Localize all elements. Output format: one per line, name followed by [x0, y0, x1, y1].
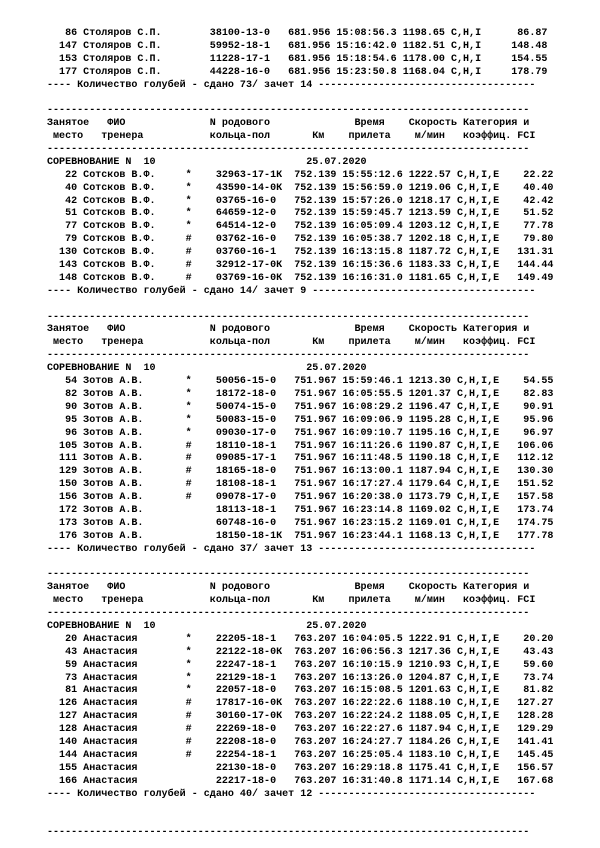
blank-line — [47, 801, 553, 814]
result-row: 126 Анастасия # 17817-16-0К 763.207 16:22:22.6 1188.10 C,H,I,E 127.27 — [47, 698, 554, 710]
column-header-line: место тренера кольца-пол Км прилета м/мин коэффиц. FCI — [47, 595, 536, 607]
result-row: 54 Зотов А.В. * 50056-15-0 751.967 15:59:46.1 1213.30 C,H,I,E 54.55 — [47, 376, 554, 388]
result-row: 90 Зотов А.В. * 50074-15-0 751.967 16:08:29.2 1196.47 C,H,I,E 90.91 — [47, 401, 554, 413]
separator-line: -------------------------------------------------------------------------------- — [47, 311, 530, 323]
result-row: 150 Зотов А.В. # 18108-18-1 751.967 16:17:27.4 1179.64 C,H,I,E 151.52 — [47, 479, 554, 491]
result-row: 153 Столяров С.П. 11228-17-1 681.956 15:18:54.6 1178.00 C,H,I 154.55 — [47, 53, 548, 65]
separator-line: -------------------------------------------------------------------------------- — [47, 105, 530, 117]
blank-line — [47, 92, 553, 105]
result-row: 144 Анастасия # 22254-18-1 763.207 16:25:05.4 1183.10 C,H,I,E 145.45 — [47, 749, 554, 761]
result-row: 156 Зотов А.В. # 09078-17-0 751.967 16:20:38.0 1173.79 C,H,I,E 157.58 — [47, 492, 554, 504]
summary-line: ---- Количество голубей - сдано 40/ зачет 12 ------------------------------------ — [47, 788, 536, 800]
blank-line — [47, 814, 553, 827]
result-row: 105 Зотов А.В. # 18110-18-1 751.967 16:11:26.6 1190.87 C,H,I,E 106.06 — [47, 440, 554, 452]
blank-line — [47, 299, 553, 312]
column-header-line: Занятое ФИО N родового Время Скорость Категория и — [47, 324, 530, 336]
result-row: 172 Зотов А.В. 18113-18-1 751.967 16:23:14.8 1169.02 C,H,I,E 173.74 — [47, 504, 554, 516]
blank-line — [47, 557, 553, 570]
column-header-line: Занятое ФИО N родового Время Скорость Категория и — [47, 582, 530, 594]
result-row: 155 Анастасия 22130-18-0 763.207 16:29:18.8 1175.41 C,H,I,E 156.57 — [47, 762, 554, 774]
result-row: 130 Сотсков В.Ф. # 03760-16-1 752.139 16:13:15.8 1187.72 C,H,I,E 131.31 — [47, 247, 554, 259]
result-row: 176 Зотов А.В. 18150-18-1К 751.967 16:23:44.1 1168.13 C,H,I,E 177.78 — [47, 530, 554, 542]
result-row: 140 Анастасия # 22208-18-0 763.207 16:24:27.7 1184.26 C,H,I,E 141.41 — [47, 736, 554, 748]
result-row: 127 Анастасия # 30160-17-0К 763.207 16:22:24.2 1188.05 C,H,I,E 128.28 — [47, 711, 554, 723]
result-row: 82 Зотов А.В. * 18172-18-0 751.967 16:05:55.5 1201.37 C,H,I,E 82.83 — [47, 388, 554, 400]
competition-line: СОРЕВНОВАНИЕ N 10 25.07.2020 — [47, 620, 367, 632]
result-row: 166 Анастасия 22217-18-0 763.207 16:31:40.8 1171.14 C,H,I,E 167.68 — [47, 775, 554, 787]
competition-line: СОРЕВНОВАНИЕ N 10 25.07.2020 — [47, 363, 367, 375]
column-header-line: место тренера кольца-пол Км прилета м/мин коэффиц. FCI — [47, 337, 536, 349]
result-row: 111 Зотов А.В. # 09085-17-1 751.967 16:11:48.5 1190.18 C,H,I,E 112.12 — [47, 453, 554, 465]
result-row: 143 Сотсков В.Ф. # 32912-17-0К 752.139 16:15:36.6 1183.33 C,H,I,E 144.44 — [47, 260, 554, 272]
results-document — [47, 28, 553, 840]
result-row: 40 Сотсков В.Ф. * 43590-14-0К 752.139 15:56:59.0 1219.06 C,H,I,E 40.40 — [47, 182, 554, 194]
result-row: 79 Сотсков В.Ф. # 03762-16-0 752.139 16:05:38.7 1202.18 C,H,I,E 79.80 — [47, 234, 554, 246]
result-row: 177 Столяров С.П. 44228-16-0 681.956 15:23:50.8 1168.04 C,H,I 178.79 — [47, 66, 548, 78]
result-row: 95 Зотов А.В. * 50083-15-0 751.967 16:09:06.9 1195.28 C,H,I,E 95.96 — [47, 414, 554, 426]
summary-line: ---- Количество голубей - сдано 73/ зачет 14 ------------------------------------ — [47, 79, 536, 91]
result-row: 77 Сотсков В.Ф. * 64514-12-0 752.139 16:05:09.4 1203.12 C,H,I,E 77.78 — [47, 221, 554, 233]
separator-line: -------------------------------------------------------------------------------- — [47, 827, 530, 839]
separator-line: -------------------------------------------------------------------------------- — [47, 350, 530, 362]
result-row: 22 Сотсков В.Ф. * 32963-17-1К 752.139 15:55:12.6 1222.57 C,H,I,E 22.22 — [47, 169, 554, 181]
result-row: 86 Столяров С.П. 38100-13-0 681.956 15:08:56.3 1198.65 C,H,I 86.87 — [47, 28, 548, 39]
separator-line: -------------------------------------------------------------------------------- — [47, 608, 530, 620]
result-row: 147 Столяров С.П. 59952-18-1 681.956 15:16:42.0 1182.51 C,H,I 148.48 — [47, 40, 548, 52]
summary-line: ---- Количество голубей - сдано 14/ зачет 9 ------------------------------------- — [47, 285, 536, 297]
result-row: 43 Анастасия * 22122-18-0К 763.207 16:06:56.3 1217.36 C,H,I,E 43.43 — [47, 646, 554, 658]
result-row: 59 Анастасия * 22247-18-1 763.207 16:10:15.9 1210.93 C,H,I,E 59.60 — [47, 659, 554, 671]
result-row: 42 Сотсков В.Ф. * 03765-16-0 752.139 15:57:26.0 1218.17 C,H,I,E 42.42 — [47, 195, 554, 207]
result-row: 20 Анастасия * 22205-18-1 763.207 16:04:05.5 1222.91 C,H,I,E 20.20 — [47, 633, 554, 645]
result-row: 129 Зотов А.В. # 18165-18-0 751.967 16:13:00.1 1187.94 C,H,I,E 130.30 — [47, 466, 554, 478]
result-row: 81 Анастасия * 22057-18-0 763.207 16:15:08.5 1201.63 C,H,I,E 81.82 — [47, 685, 554, 697]
summary-line: ---- Количество голубей - сдано 37/ зачет 13 ------------------------------------ — [47, 543, 536, 555]
separator-line: -------------------------------------------------------------------------------- — [47, 569, 530, 581]
column-header-line: Занятое ФИО N родового Время Скорость Категория и — [47, 118, 530, 130]
column-header-line: место тренера кольца-пол Км прилета м/мин коэффиц. FCI — [47, 131, 536, 143]
separator-line: -------------------------------------------------------------------------------- — [47, 144, 530, 156]
competition-line: СОРЕВНОВАНИЕ N 10 25.07.2020 — [47, 156, 367, 168]
result-row: 128 Анастасия # 22269-18-0 763.207 16:22:27.6 1187.94 C,H,I,E 129.29 — [47, 724, 554, 736]
result-row: 173 Зотов А.В. 60748-16-0 751.967 16:23:15.2 1169.01 C,H,I,E 174.75 — [47, 517, 554, 529]
result-row: 73 Анастасия * 22129-18-1 763.207 16:13:26.0 1204.87 C,H,I,E 73.74 — [47, 672, 554, 684]
result-row: 51 Сотсков В.Ф. * 64659-12-0 752.139 15:59:45.7 1213.59 C,H,I,E 51.52 — [47, 208, 554, 220]
result-row: 148 Сотсков В.Ф. # 03769-16-0К 752.139 16:16:31.0 1181.65 C,H,I,E 149.49 — [47, 272, 554, 284]
result-row: 96 Зотов А.В. * 09030-17-0 751.967 16:09:10.7 1195.16 C,H,I,E 96.97 — [47, 427, 554, 439]
